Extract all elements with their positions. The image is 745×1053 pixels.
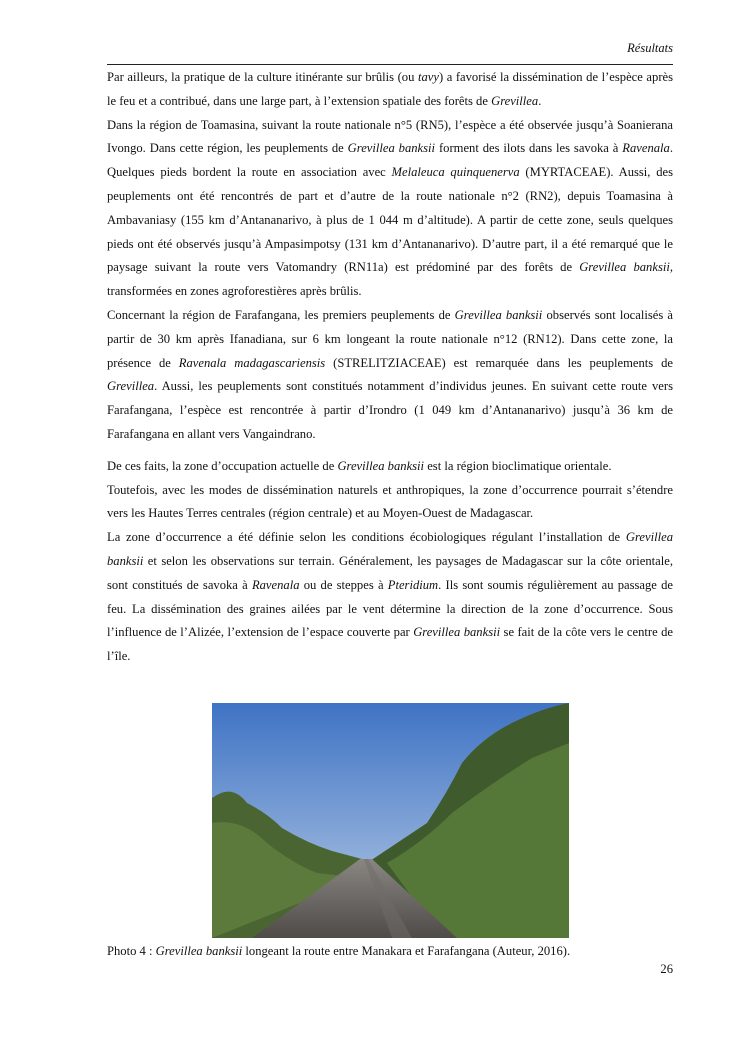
text-run: . Ils sont soumis régulièrement au passage de feu. La dissémination des graines ailées par le vent détermine la direction de la zone d’occurrence. Sous l’influence de l’Alizée, l’extension de l’espace couverte par — [107, 577, 673, 640]
italic-term: Ravenala — [622, 141, 670, 156]
italic-term: Melaleuca quinquenerva — [391, 165, 520, 180]
caption-prefix: Photo 4 : — [107, 944, 156, 958]
text-run: (STRELITZIACEAE) est remarquée dans les peuplements de — [325, 355, 673, 370]
header-title: Résultats — [627, 41, 673, 55]
text-run: Concernant la région de Farafangana, les premiers peuplements de — [107, 307, 455, 322]
paragraph-3 — [107, 304, 673, 447]
text-run: Toutefois, avec les modes de dissémination naturels et anthropiques, la zone d’occurrence pourrait s’étendre vers les Hautes Terres centrales (région centrale) et au Moyen-Ouest de Madagascar. — [107, 482, 673, 521]
text-run: La zone d’occurrence a été définie selon les conditions écobiologiques régulant l’installation de — [107, 530, 626, 545]
text-run: . — [538, 93, 542, 108]
page-header — [107, 38, 673, 65]
italic-term: Grevillea — [491, 93, 539, 108]
paragraph-6 — [107, 526, 673, 669]
text-run: De ces faits, la zone d’occupation actuelle de — [107, 458, 338, 473]
paragraph-4 — [107, 455, 673, 479]
italic-term: Grevillea banksii — [347, 141, 436, 156]
text-run: se fait de la côte vers le centre de l’île. — [107, 625, 674, 664]
caption-species: Grevillea banksii — [155, 944, 243, 958]
italic-term: Grevillea — [107, 379, 155, 394]
text-run: , transformées en zones agroforestières après brûlis. — [107, 260, 673, 299]
text-run: . Quelques pieds bordent la route en association avec — [107, 141, 674, 180]
italic-term: Grevillea banksii — [337, 458, 425, 473]
italic-term: Grevillea banksii — [579, 260, 670, 275]
paragraph-5 — [107, 479, 673, 527]
text-run: ou de steppes à — [299, 577, 388, 592]
text-run: est la région bioclimatique orientale. — [424, 458, 612, 473]
road-photo — [212, 703, 569, 938]
photo-caption — [107, 944, 570, 959]
italic-term: Grevillea banksii — [107, 530, 673, 568]
italic-term: Ravenala — [251, 577, 300, 592]
italic-term: Pteridium — [387, 577, 439, 592]
italic-term: Grevillea banksii — [454, 307, 543, 322]
text-run: forment des ilots dans les savoka à — [435, 141, 623, 156]
paragraph-2 — [107, 114, 673, 304]
text-run: ) a favorisé la dissémination de l’espèce après le feu et a contribué, dans une large part, à l’extension spatiale des forêts de — [107, 70, 673, 108]
text-run: (MYRTACEAE). Aussi, des peuplements ont été rencontrés de part et d’autre de la route nationale n°2 (RN2), depuis Toamasina à Ambavaniasy (155 km d’Antananarivo, à plus de 1 044 m d’altitude). A partir de cette zone, seuls quelques pieds ont été observés jusqu’à Ampasimpotsy (131 km d’Antananarivo). D’autre part, il a été remarqué que le paysage suivant la route vers Vatomandry (RN11a) est prédominé par des forêts de — [107, 165, 673, 275]
text-run: et selon les observations sur terrain. Généralement, les paysages de Madagascar sur la côte orientale, sont constitués de savoka à — [107, 553, 673, 592]
italic-term: tavy — [417, 70, 439, 84]
paragraph-1 — [107, 66, 673, 114]
text-run: observés sont localisés à partir de 30 km après Ifanadiana, sur 6 km longeant la route nationale n°12 (RN12). Dans cette zone, la présence de — [107, 307, 673, 370]
italic-term: Ravenala madagascariensis — [178, 355, 326, 370]
text-run: Par ailleurs, la pratique de la culture itinérante sur brûlis (ou — [107, 70, 418, 84]
page-number: 26 — [660, 962, 673, 976]
body-text — [107, 66, 673, 669]
italic-term: Grevillea banksii — [413, 625, 501, 640]
text-run: . Aussi, les peuplements sont constitués notamment d’individus jeunes. En suivant cette route vers Farafangana, l’espèce est rencontrée à partir d’Irondro (1 049 km d’Antananarivo) jusqu’à 36 km de Farafangana en allant vers Vangaindrano. — [107, 379, 673, 441]
road-photo-illustration — [212, 703, 569, 938]
paragraph-gap — [107, 447, 673, 455]
text-run: Dans la région de Toamasina, suivant la route nationale n°5 (RN5), l’espèce a été observée jusqu’à Soanierana Ivongo. Dans cette région, les peuplements de — [107, 117, 673, 156]
caption-text: longeant la route entre Manakara et Farafangana (Auteur, 2016). — [242, 944, 571, 958]
